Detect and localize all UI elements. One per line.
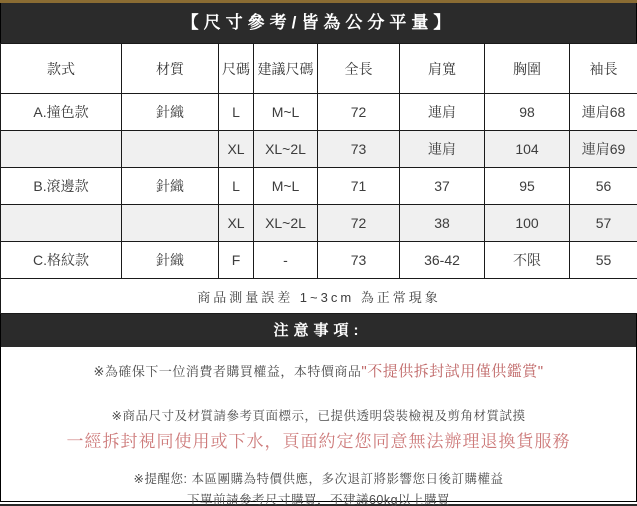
cell-suggested-size: M~L [254, 168, 318, 205]
col-header-material: 材質 [122, 44, 219, 94]
table-header-row [1, 44, 637, 94]
cell-chest: 不限 [485, 242, 570, 279]
cell-total-length: 73 [318, 131, 400, 168]
cell-material [122, 131, 219, 168]
cell-style [1, 205, 122, 242]
cell-suggested-size: XL~2L [254, 131, 318, 168]
col-header-chest: 胸圍 [485, 44, 570, 94]
notice-line-weight-suggestion: 下單前請參考尺寸購買，不建議60kg以上購買 [186, 493, 451, 506]
cell-size: F [219, 242, 254, 279]
cell-sleeve-length: 57 [570, 205, 637, 242]
cell-material [122, 205, 219, 242]
col-header-style: 款式 [1, 44, 122, 94]
col-header-sleeve-length: 袖長 [570, 44, 637, 94]
size-table [0, 43, 637, 314]
notice-line-group-buy-reminder: ※提醒您: 本區團購為特價供應，多次退訂將影響您日後訂購權益 [133, 472, 504, 486]
cell-chest: 95 [485, 168, 570, 205]
cell-material: 針織 [122, 168, 219, 205]
measurement-tolerance-row [1, 279, 637, 314]
col-header-total-length: 全長 [318, 44, 400, 94]
notice-text-block [0, 347, 637, 506]
cell-size: XL [219, 131, 254, 168]
cell-total-length: 72 [318, 205, 400, 242]
cell-total-length: 73 [318, 242, 400, 279]
cell-chest: 104 [485, 131, 570, 168]
table-row-b-xl [1, 205, 637, 242]
cell-material: 針織 [122, 242, 219, 279]
notice-section-bar [0, 314, 637, 347]
measurement-tolerance-note: 商品測量誤差 1~3cm 為正常現象 [1, 279, 637, 314]
notice-line1-highlight: "不提供拆封試用僅供鑑賞" [361, 363, 544, 380]
cell-shoulder-width: 37 [400, 168, 485, 205]
cell-sleeve-length: 連肩69 [570, 131, 637, 168]
size-reference-title: 【尺寸參考/皆為公分平量】 [181, 13, 456, 32]
cell-total-length: 71 [318, 168, 400, 205]
cell-sleeve-length: 56 [570, 168, 637, 205]
cell-size: L [219, 94, 254, 131]
notice-line1-prefix: ※為確保下一位消費者購買權益，本特價商品 [93, 364, 362, 379]
notice-line-size-material: ※商品尺寸及材質請參考頁面標示，已提供透明袋裝檢視及剪角材質試摸 [111, 409, 526, 423]
cell-chest: 98 [485, 94, 570, 131]
cell-style [1, 131, 122, 168]
table-row-a-l [1, 94, 637, 131]
cell-total-length: 72 [318, 94, 400, 131]
notice-section-title: 注意事項: [273, 322, 364, 339]
cell-suggested-size: - [254, 242, 318, 279]
table-row-b-l [1, 168, 637, 205]
cell-suggested-size: XL~2L [254, 205, 318, 242]
table-row-c-f [1, 242, 637, 279]
col-header-size: 尺碼 [219, 44, 254, 94]
cell-size: XL [219, 205, 254, 242]
col-header-shoulder-width: 肩寬 [400, 44, 485, 94]
cell-shoulder-width: 連肩 [400, 94, 485, 131]
cell-style: A.撞色款 [1, 94, 122, 131]
cell-size: L [219, 168, 254, 205]
cell-sleeve-length: 55 [570, 242, 637, 279]
notice-line-consumer-rights [1, 360, 636, 381]
cell-chest: 100 [485, 205, 570, 242]
size-reference-title-bar [0, 3, 637, 43]
cell-style: B.滾邊款 [1, 168, 122, 205]
col-header-suggested-size: 建議尺碼 [254, 44, 318, 94]
cell-shoulder-width: 38 [400, 205, 485, 242]
cell-style: C.格紋款 [1, 242, 122, 279]
cell-material: 針織 [122, 94, 219, 131]
table-row-a-xl [1, 131, 637, 168]
cell-shoulder-width: 36-42 [400, 242, 485, 279]
cell-suggested-size: M~L [254, 94, 318, 131]
notice-line-no-return-warning: 一經拆封視同使用或下水，頁面約定您同意無法辦理退換貨服務 [66, 432, 571, 451]
cell-shoulder-width: 連肩 [400, 131, 485, 168]
cell-sleeve-length: 連肩68 [570, 94, 637, 131]
